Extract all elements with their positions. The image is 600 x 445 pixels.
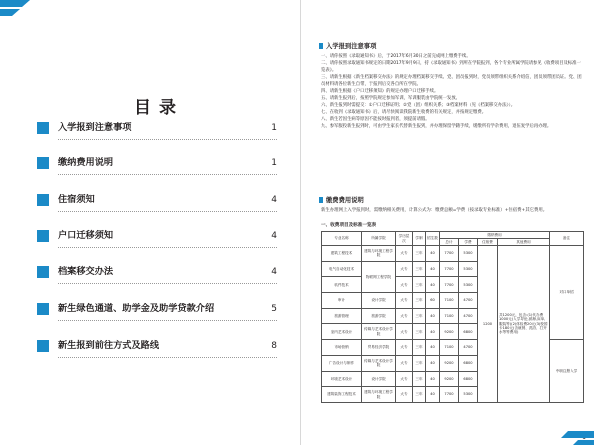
toc-item-page: 8: [271, 341, 277, 351]
toc-item-label: 新生绿色通道、助学金及助学贷款介绍: [58, 303, 215, 314]
divider: [58, 320, 277, 321]
table-row: 建筑装饰工程技术 建筑与环境工程学院 大专 三年 40 7700 5300: [322, 387, 584, 403]
bullet-square-icon: [37, 303, 49, 315]
toc-item[interactable]: [37, 301, 277, 317]
col-header: 学历层次: [396, 232, 413, 246]
table-row: 室内艺术设计 传媒与艺术设计学院 大专 三年 40 9200 6800: [322, 324, 584, 340]
notice-paragraph: 八、新生若因生病等原因不能按时报到者，须提前请假。: [321, 117, 430, 123]
toc-item-page: 4: [271, 267, 277, 277]
toc-item-page: 1: [271, 158, 277, 168]
notice-paragraph: 一、请你按照《录取通知书》后，于2017年6月30日之前完成网上缴费手续。: [321, 54, 471, 59]
divider: [58, 139, 277, 140]
table-row: 审计 设计学院 大专 三年 60 7100 4700: [322, 293, 584, 309]
col-header: 所属学院: [362, 232, 396, 246]
content-page: [301, 0, 600, 445]
toc-title: 目录: [134, 98, 184, 118]
table-row: 广告设计与制作 传媒与艺术设计学院 大专 三年 40 9200 6800: [322, 355, 584, 371]
col-header: 其他费用: [498, 239, 550, 246]
notice-paragraph: 九、参军服役新生报到时，可由学生家长代替新生报到，并办理保留学籍手续，缓缴所有学杂费用，退伍复学后再办理。: [321, 124, 552, 130]
toc-item-label: 档案移交办法: [58, 266, 114, 277]
bullet-square-icon: [37, 157, 49, 169]
toc-item[interactable]: [37, 338, 277, 354]
toc-item-label: 缴纳费用说明: [58, 157, 114, 168]
table-row: 环境艺术设计 设计学院 大专 三年 40 9200 6800: [322, 371, 584, 387]
toc-item-label: 新生报到前往方式及路线: [58, 340, 160, 351]
section-heading: 入学报到注意事项: [319, 42, 376, 51]
bullet-square-icon: [37, 266, 49, 278]
bullet-square-icon: [37, 230, 49, 242]
notice-paragraph: 四、请新生根据《户口迁移须知》的规定办理户口迁移手续。: [321, 89, 439, 95]
fee-table: [321, 231, 584, 403]
table-row: 旅游管理 旅游学院 大专 三年 40 7100 4700: [322, 308, 584, 324]
toc-item-page: 5: [271, 304, 277, 314]
col-header: 学制: [413, 232, 426, 246]
heading-marker-icon: [319, 43, 323, 49]
fee-formula-text: 新生办理网上入学报到时，需缴纳相关费用，计算公式为：缴费总额=学费（按录取专业标准）+住宿费+其它费用。: [321, 208, 548, 213]
notice-list: [321, 53, 583, 131]
corner-decoration: [0, 0, 36, 22]
notice-paragraph: 三、请新生根据《新生档案移交办法》的规定办理档案移交手续。党、团员报到时，党员须带组织关系介绍信，团员须带团员证。党、团员材料请各位新生自带，于报到后交各自所在学院。: [321, 75, 582, 88]
table-row: 电气自动化技术 物联网工程学院 大专 三年 40 7700 5300: [322, 261, 584, 277]
col-header-group: 缴纳费用: [440, 232, 550, 239]
divider: [58, 174, 277, 175]
toc-item[interactable]: [37, 155, 277, 171]
toc-item-page: 4: [271, 231, 277, 241]
toc-item-page: 1: [271, 123, 277, 133]
table-row: 软件技术 大专 三年 40 7700 5300: [322, 277, 584, 293]
accom-fee-cell: 1200: [478, 246, 498, 403]
toc-item[interactable]: [37, 192, 277, 208]
heading-marker-icon: [319, 197, 323, 203]
toc-item[interactable]: [37, 264, 277, 280]
divider: [58, 357, 277, 358]
toc-item-label: 入学报到注意事项: [58, 122, 132, 133]
section-heading: 缴费费用说明: [319, 196, 364, 205]
col-header: 总计: [440, 239, 459, 246]
toc-item[interactable]: [37, 120, 277, 136]
notice-paragraph: 五、请新生报到后，按照学院规定参加军训，军训服装由学院统一发放。: [321, 96, 460, 102]
divider: [58, 211, 277, 212]
toc-item-label: 住宿须知: [58, 194, 95, 205]
table-row: 建筑工程技术 建筑与环境工程学院 大专 三年 40 7700 5300 1200 共1200元，包含:(1)代办费1000元(入学导论,被褥,床单,服装等)(2)体检费20元(3)校园卡180元(含就餐、洗浴、打开水等等费用) 对口单招: [322, 246, 584, 262]
bullet-square-icon: [37, 340, 49, 352]
table-row: 市场营销 贸易经济学院 大专 三年 40 7100 4700 中职注册入学: [322, 340, 584, 356]
divider: [58, 283, 277, 284]
col-header: 招生数: [426, 232, 440, 246]
remark-cell: 对口单招: [550, 246, 584, 340]
toc-item-label: 户口迁移须知: [58, 230, 114, 241]
divider: [58, 247, 277, 248]
corner-decoration: [558, 423, 594, 445]
toc-item-page: 4: [271, 195, 277, 205]
col-header: 学费: [459, 239, 478, 246]
bullet-square-icon: [37, 194, 49, 206]
table-title: 一、收费项目及标准一览表: [321, 223, 377, 228]
other-fee-cell: 共1200元，包含:(1)代办费1000元(入学导论,被褥,床单,服装等)(2)体检费20元(3)校园卡180元(含就餐、洗浴、打开水等等费用): [498, 246, 550, 403]
toc-item[interactable]: [37, 228, 277, 244]
bullet-square-icon: [37, 122, 49, 134]
col-header: 备注: [550, 232, 584, 246]
col-header: 住宿费: [478, 239, 498, 246]
notice-paragraph: 七、在收到《录取通知书》后，请尽快阅读我院新生收费的有关规定，并按规定缴费。: [321, 110, 487, 116]
col-header: 专业名称: [322, 232, 362, 246]
notice-paragraph: 六、新生报到时需提交：①户口迁移证明；②党（团）组织关系；③档案材料（见《档案移交办法》）。: [321, 103, 516, 109]
remark-cell: 中职注册入学: [550, 340, 584, 403]
notice-paragraph: 二、请你按照录取通知书规定的日期2017年9月9日，持《录取通知书》到所在学院报到，各个专业所属学院请参见《收费项目及标准一览表》。: [321, 61, 581, 74]
